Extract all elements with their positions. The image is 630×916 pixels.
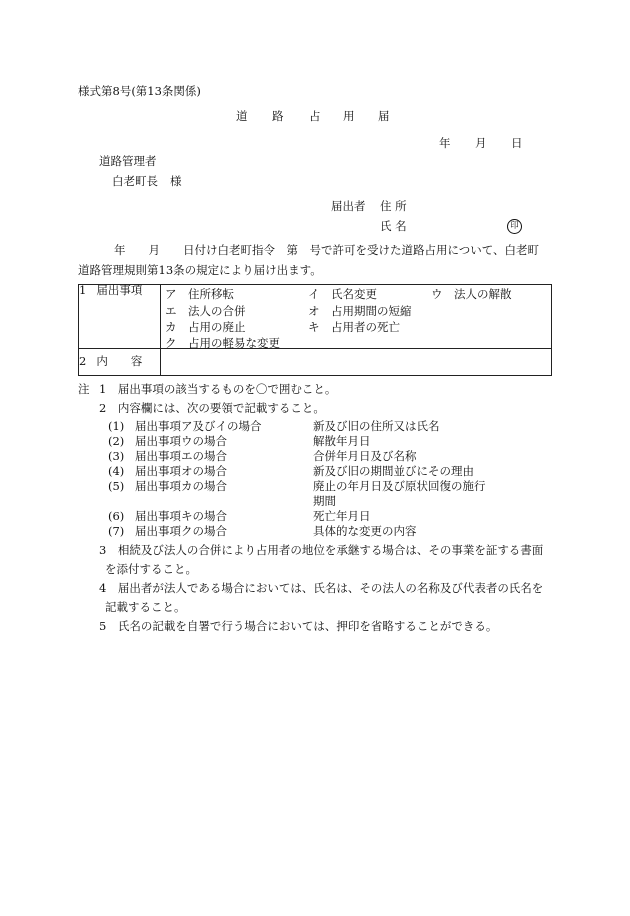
note-3-line-1: 3 相続及び法人の合併により占用者の地位を承継する場合は、その事業を証する書面 xyxy=(99,543,544,557)
reporter-label: 届出者 xyxy=(331,199,366,213)
note-4-line-2: 記載すること。 xyxy=(105,600,186,614)
sub-desc: 廃止の年月日及び原状回復の施行 xyxy=(313,479,486,493)
sub-num: (3) xyxy=(108,449,125,463)
sub-case: 届出事項ウの場合 xyxy=(135,434,227,448)
title-char: 届 xyxy=(378,109,390,123)
note-1: 1 届出事項の該当するものを〇で囲むこと。 xyxy=(99,382,337,396)
option-i[interactable]: イ 氏名変更 xyxy=(308,287,377,301)
row1-options xyxy=(161,285,552,349)
date-month: 月 xyxy=(475,136,487,150)
note-5: 5 氏名の記載を自署で行う場合においては、押印を省略することができる。 xyxy=(99,619,498,633)
sub-num: (6) xyxy=(108,509,125,523)
row1-header xyxy=(79,285,161,349)
sub-case: 届出事項カの場合 xyxy=(135,479,227,493)
option-e[interactable]: エ 法人の合併 xyxy=(165,304,246,318)
sub-desc-cont: 期間 xyxy=(313,494,336,508)
sub-desc: 合併年月日及び名称 xyxy=(313,449,417,463)
reporter-name-label: 氏 名 xyxy=(380,219,407,233)
row2-num: 2 xyxy=(79,354,87,368)
seal-mark: 印 xyxy=(507,219,522,234)
sub-case: 届出事項オの場合 xyxy=(135,464,227,478)
title-char: 占 xyxy=(309,109,321,123)
sub-num: (4) xyxy=(108,464,125,478)
reporter-address-label: 住 所 xyxy=(380,199,407,213)
table-row xyxy=(79,285,552,349)
option-u[interactable]: ウ 法人の解散 xyxy=(431,287,512,301)
sub-case: 届出事項ア及びイの場合 xyxy=(135,419,262,433)
date-year: 年 xyxy=(439,136,451,150)
title-char: 道 xyxy=(236,109,248,123)
title-char: 路 xyxy=(272,109,284,123)
row1-num: 1 xyxy=(79,283,87,297)
note-2: 2 内容欄には、次の要領で記載すること。 xyxy=(99,401,325,415)
option-o[interactable]: オ 占用期間の短縮 xyxy=(308,304,412,318)
notes-prefix: 注 xyxy=(78,382,90,396)
sub-desc: 死亡年月日 xyxy=(313,509,371,523)
sub-case: 届出事項エの場合 xyxy=(135,449,227,463)
body-line-1: 年 月 日付け白老町指令 第 号で許可を受けた道路占用について、白老町 xyxy=(114,243,540,257)
sub-desc: 新及び旧の住所又は氏名 xyxy=(313,419,440,433)
notification-table xyxy=(78,284,552,376)
option-ka[interactable]: カ 占用の廃止 xyxy=(165,320,246,334)
sub-desc: 新及び旧の期間並びにその理由 xyxy=(313,464,474,478)
body-line-2: 道路管理規則第13条の規定により届け出ます。 xyxy=(78,263,322,277)
title-char: 用 xyxy=(343,109,355,123)
form-number: 様式第8号(第13条関係) xyxy=(78,84,201,98)
row2-header xyxy=(79,349,161,376)
option-ki[interactable]: キ 占用者の死亡 xyxy=(308,320,400,334)
sub-desc: 解散年月日 xyxy=(313,434,371,448)
sub-desc: 具体的な変更の内容 xyxy=(313,524,417,538)
addressee-org: 道路管理者 xyxy=(99,154,157,168)
addressee-honorific: 様 xyxy=(170,174,182,188)
sub-case: 届出事項キの場合 xyxy=(135,509,227,523)
date-day: 日 xyxy=(511,136,523,150)
sub-case: 届出事項クの場合 xyxy=(135,524,227,538)
sub-num: (2) xyxy=(108,434,125,448)
note-4-line-1: 4 届出者が法人である場合においては、氏名は、その法人の名称及び代表者の氏名を xyxy=(99,581,544,595)
row2-label: 内 容 xyxy=(96,354,143,368)
row1-label: 届出事項 xyxy=(96,283,143,297)
addressee-name xyxy=(112,176,182,188)
sub-num: (5) xyxy=(108,479,125,493)
table-row xyxy=(79,349,552,376)
sub-num: (1) xyxy=(108,419,125,433)
addressee-name-text: 白老町長 xyxy=(112,174,158,188)
content-field[interactable] xyxy=(161,349,552,376)
option-a[interactable]: ア 住所移転 xyxy=(165,287,234,301)
sub-num: (7) xyxy=(108,524,125,538)
option-ku[interactable]: ク 占用の軽易な変更 xyxy=(165,336,280,350)
note-3-line-2: を添付すること。 xyxy=(105,562,197,576)
